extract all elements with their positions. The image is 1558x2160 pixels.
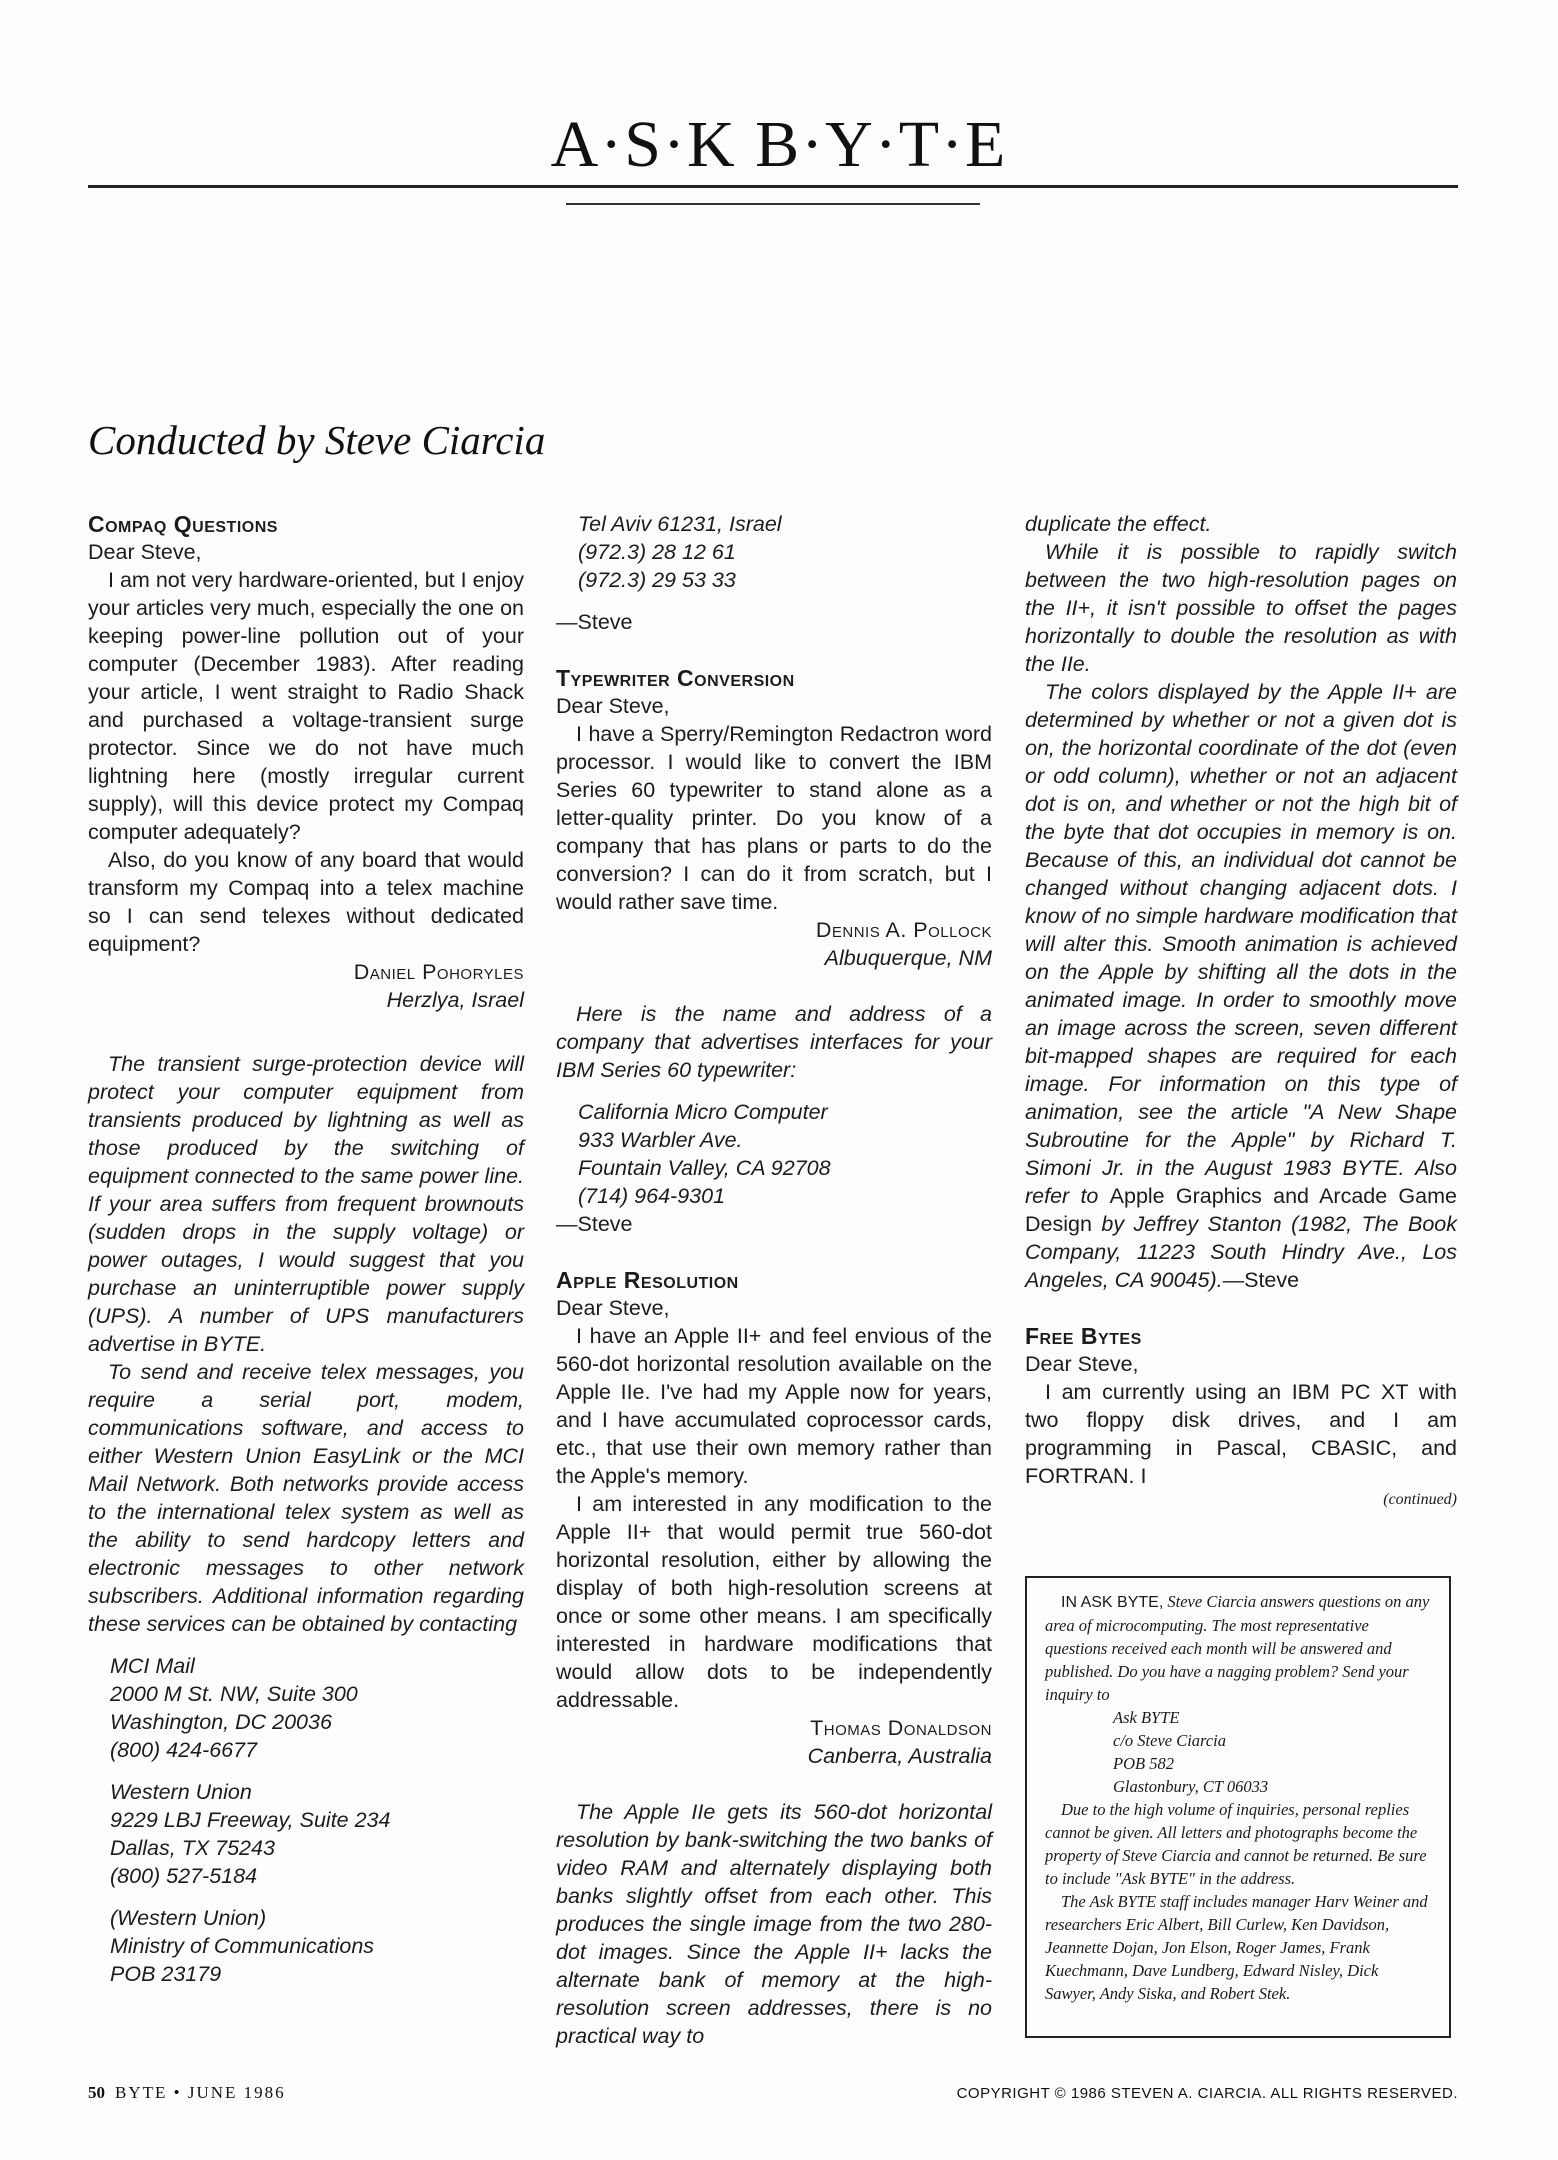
copyright-notice: COPYRIGHT © 1986 STEVEN A. CIARCIA. ALL RIGHTS RESERVED. (956, 2085, 1458, 2102)
address-block-ministry-cont: Tel Aviv 61231, Israel (972.3) 28 12 61 (972.3) 29 53 33 (578, 512, 782, 592)
letter-paragraph: Also, do you know of any board that would transform my Compaq into a telex machine so I can send telexes without dedicated equipment? (88, 848, 524, 956)
book-title: Apple Graphics and Arcade Game Design (1025, 1184, 1457, 1236)
signature-name: Daniel Pohoryles (353, 960, 524, 984)
answer-paragraph: The Apple IIe gets its 560-dot horizontal resolution by bank-switching the two banks of video RAM and alternately displaying both banks slightly offset from each other. This produces the single image from the two 280-dot images. Since the Apple II+ lacks the alternate bank of memory at the high-resolution screen addresses, there is no practical way to (556, 1800, 992, 2048)
answer-paragraph: The transient surge-protection device will protect your computer equipment from transients produced by lightning as well as those produced by the switching of equipment connected to the same power line. If your area suffers from frequent brownouts (sudden drops in the supply voltage) or power outages, I would suggest that you purchase an uninterruptible power supply (UPS). A number of UPS manufacturers advertise in BYTE. (88, 1052, 524, 1356)
magazine-issue: BYTE • JUNE 1986 (115, 2083, 286, 2102)
page-title: A·S·K B·Y·T·E (550, 108, 1008, 181)
address-block-western-union: Western Union 9229 LBJ Freeway, Suite 234 Dallas, TX 75243 (800) 527-5184 (110, 1780, 391, 1888)
section-heading-free-bytes: Free Bytes (1025, 1323, 1142, 1349)
section-heading-apple: Apple Resolution (556, 1267, 739, 1293)
letter-paragraph: I have a Sperry/Remington Redactron word processor. I would like to convert the IBM Series 60 typewriter to stand alone as a letter-quality printer. Do you know of a company that has plans or parts to do the conversion? I can do it from scratch, but I would rather save time. (556, 722, 992, 914)
letter-paragraph: I have an Apple II+ and feel envious of the 560-dot horizontal resolution available on the Apple IIe. I've had my Apple now for years, and I have accumulated coprocessor cards, etc., that use their own memory rather than the Apple's memory. (556, 1324, 992, 1488)
column-2 (556, 510, 992, 2050)
answer-signature: —Steve (1222, 1268, 1300, 1292)
answer-paragraph: duplicate the effect. (1025, 512, 1212, 536)
answer-signature: —Steve (556, 1212, 633, 1236)
signature-name: Dennis A. Pollock (815, 918, 992, 942)
salutation: Dear Steve, (1025, 1352, 1139, 1376)
info-box-lead: IN ASK BYTE, (1061, 1594, 1164, 1611)
continued-label: (continued) (1383, 1491, 1457, 1508)
page-number: 50 (88, 2083, 105, 2102)
address-block-ministry: (Western Union) Ministry of Communications POB 23179 (110, 1906, 375, 1986)
ask-byte-info-box (1025, 1576, 1451, 2038)
salutation: Dear Steve, (556, 1296, 670, 1320)
signature-place: Albuquerque, NM (824, 946, 992, 970)
answer-signature: —Steve (556, 610, 633, 634)
header-subrule (566, 203, 980, 205)
salutation: Dear Steve, (556, 694, 670, 718)
signature-name: Thomas Donaldson (810, 1716, 992, 1740)
section-heading-typewriter: Typewriter Conversion (556, 665, 795, 691)
answer-paragraph: Here is the name and address of a company that advertises interfaces for your IBM Series 60 typewriter: (556, 1002, 992, 1082)
info-box-address: Ask BYTE c/o Steve Ciarcia POB 582 Glastonbury, CT 06033 (1113, 1708, 1269, 1796)
info-box-text: Steve Ciarcia answers questions on any area of microcomputing. The most representative questions received each month will be answered and published. Do you have a nagging problem? Send your inquiry to (1045, 1592, 1430, 1704)
letter-paragraph: I am currently using an IBM PC XT with two floppy disk drives, and I am programming in Pascal, CBASIC, and FORTRAN. I (1025, 1380, 1457, 1488)
address-block-mci: MCI Mail 2000 M St. NW, Suite 300 Washington, DC 20036 (800) 424-6677 (110, 1654, 358, 1762)
answer-paragraph: While it is possible to rapidly switch between the two high-resolution pages on the II+, it isn't possible to offset the pages horizontally to double the resolution as with the IIe. (1025, 540, 1457, 676)
salutation: Dear Steve, (88, 540, 202, 564)
column-1 (88, 510, 524, 1988)
signature-place: Canberra, Australia (807, 1744, 992, 1768)
letter-paragraph: I am interested in any modification to the Apple II+ that would permit true 560-dot horizontal resolution, either by allowing the display of both high-resolution screens at once or some other means. I am specifically interested in hardware modifications that would allow dots to be independently addressable. (556, 1492, 992, 1712)
column-3 (1025, 510, 1457, 1510)
footer-folio (88, 2083, 286, 2103)
letter-paragraph: I am not very hardware-oriented, but I enjoy your articles very much, especially the one on keeping power-line pollution out of your computer (December 1983). After reading your article, I went straight to Radio Shack and purchased a voltage-transient surge protector. Since we do not have much lightning here (mostly irregular current supply), will this device protect my Compaq computer adequately? (88, 568, 524, 844)
info-box-text: Due to the high volume of inquiries, personal replies cannot be given. All letters and photographs become the property of Steve Ciarcia and cannot be returned. Be sure to include "Ask BYTE" in the address. (1045, 1800, 1427, 1888)
byline: Conducted by Steve Ciarcia (88, 417, 546, 463)
signature-place: Herzlya, Israel (386, 988, 524, 1012)
address-block-california-micro: California Micro Computer 933 Warbler Ave. Fountain Valley, CA 92708 (714) 964-9301 (578, 1100, 831, 1208)
answer-paragraph: The colors displayed by the Apple II+ are determined by whether or not a given dot is on, the horizontal coordinate of the dot (even or odd column), whether or not an adjacent dot is on, and whether or not the high bit of the byte that dot occupies in memory is on. Because of this, an individual dot cannot be changed without changing adjacent dots. I know of no simple hardware modification that will alter this. Smooth animation is achieved on the Apple by shifting all the dots in the animated image. In order to smoothly move an image across the screen, seven different bit-mapped shapes are required for each image. For information on this type of animation, see the article "A New Shape Subroutine for the Apple" by Richard T. Simoni Jr. in the August 1983 BYTE. Also refer to Apple Graphics and Arcade Game Design by Jeffrey Stanton (1982, The Book Company, 11223 South Hindry Ave., Los Angeles, CA 90045).—Steve (1025, 680, 1457, 1292)
header-rule (88, 185, 1458, 188)
answer-paragraph: To send and receive telex messages, you require a serial port, modem, communications software, and access to either Western Union EasyLink or the MCI Mail Network. Both networks provide access to the international telex system as well as the ability to send hardcopy letters and electronic messages to other network subscribers. Additional information regarding these services can be obtained by contacting (88, 1360, 524, 1636)
section-heading-compaq: Compaq Questions (88, 511, 278, 537)
info-box-staff: The Ask BYTE staff includes manager Harv Weiner and researchers Eric Albert, Bill Curlew, Ken Davidson, Jeannette Dojan, Jon Elson, Roger James, Frank Kuechmann, Dave Lundberg, Edward Nisley, Dick Sawyer, Andy Siska, and Robert Stek. (1045, 1892, 1428, 2003)
